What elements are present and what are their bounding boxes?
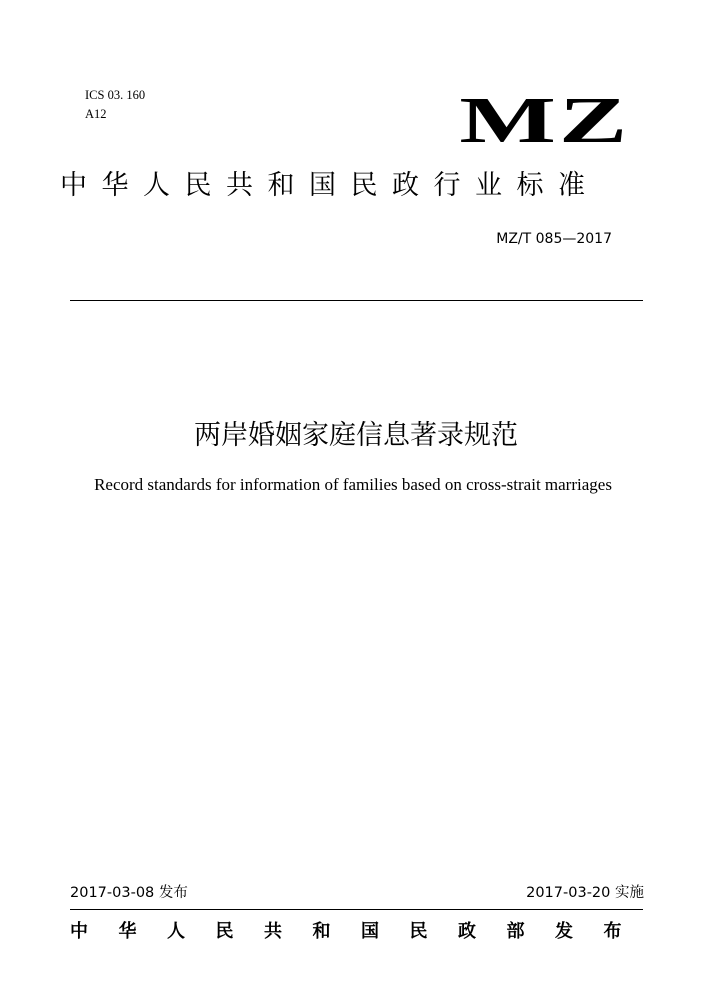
issuing-authority: 中华人民共和国民政部发布 <box>70 921 652 942</box>
issue-date: 2017-03-08 发布 <box>70 885 188 901</box>
standard-logo: MZ <box>458 84 630 157</box>
document-title-chinese: 两岸婚姻家庭信息著录规范 <box>194 420 518 451</box>
document-title-english: Record standards for information of families based on cross-strait marriages <box>94 475 612 494</box>
implementation-date: 2017-03-20 实施 <box>526 885 644 901</box>
classification-codes <box>85 86 145 124</box>
standard-number: MZ/T 085—2017 <box>496 231 612 247</box>
standard-type-heading: 中华人民共和国民政行业标准 <box>60 170 600 201</box>
top-divider <box>70 300 643 301</box>
ics-code: ICS 03. 160 <box>85 88 146 102</box>
ccs-code: A12 <box>85 107 107 121</box>
bottom-divider <box>70 909 643 910</box>
